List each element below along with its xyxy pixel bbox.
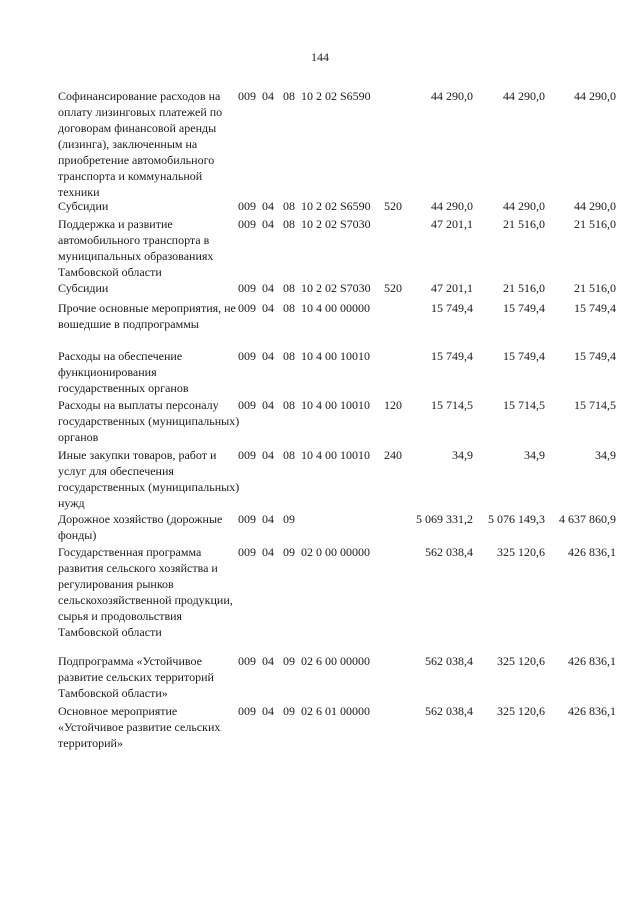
amount-col-1: 562 038,4: [425, 654, 473, 668]
amount-col-1: 47 201,1: [431, 281, 473, 295]
grbs-code: 009: [238, 545, 256, 559]
grbs-code: 009: [238, 654, 256, 668]
target-code: 10 4 00 10010: [301, 448, 370, 462]
item-name: Расходы на выплаты персоналу государственных (муниципальных) органов: [58, 398, 240, 444]
target-code: 10 2 02 S6590: [301, 89, 371, 103]
item-name: Прочие основные мероприятия, не вошедшие в подпрограммы: [58, 301, 236, 331]
subsection-code: 08: [283, 349, 295, 363]
amount-col-1: 34,9: [452, 448, 473, 462]
grbs-code: 009: [238, 199, 256, 213]
subsection-code: 08: [283, 281, 295, 295]
amount-col-3: 44 290,0: [574, 199, 616, 213]
subsection-code: 09: [283, 512, 295, 526]
section-code: 04: [262, 545, 274, 559]
amount-col-3: 426 836,1: [568, 654, 616, 668]
section-code: 04: [262, 448, 274, 462]
amount-col-2: 44 290,0: [503, 89, 545, 103]
amount-col-3: 4 637 860,9: [559, 512, 616, 526]
grbs-code: 009: [238, 704, 256, 718]
subsection-code: 08: [283, 89, 295, 103]
expense-type-code: 520: [384, 199, 402, 213]
target-code: 02 6 00 00000: [301, 654, 370, 668]
target-code: 02 0 00 00000: [301, 545, 370, 559]
section-code: 04: [262, 89, 274, 103]
amount-col-3: 44 290,0: [574, 89, 616, 103]
amount-col-3: 34,9: [595, 448, 616, 462]
amount-col-3: 21 516,0: [574, 281, 616, 295]
grbs-code: 009: [238, 349, 256, 363]
amount-col-1: 44 290,0: [431, 89, 473, 103]
amount-col-2: 15 714,5: [503, 398, 545, 412]
grbs-code: 009: [238, 448, 256, 462]
subsection-code: 08: [283, 199, 295, 213]
item-name: Поддержка и развитие автомобильного транспорта в муниципальных образованиях Тамбовской области: [58, 217, 214, 279]
section-code: 04: [262, 398, 274, 412]
item-name: Субсидии: [58, 281, 109, 295]
subsection-code: 08: [283, 448, 295, 462]
item-name: Расходы на обеспечение функционирования государственных органов: [58, 349, 189, 395]
target-code: 10 4 00 00000: [301, 301, 370, 315]
section-code: 04: [262, 281, 274, 295]
amount-col-1: 15 714,5: [431, 398, 473, 412]
grbs-code: 009: [238, 217, 256, 231]
section-code: 04: [262, 349, 274, 363]
subsection-code: 09: [283, 545, 295, 559]
amount-col-3: 15 749,4: [574, 301, 616, 315]
item-name: Софинансирование расходов на оплату лизинговых платежей по договорам финансовой аренды (лизинга), заключенным на приобретение автомобильного транспорта и коммунальной техники: [58, 89, 223, 199]
amount-col-3: 15 749,4: [574, 349, 616, 363]
item-name: Подпрограмма «Устойчивое развитие сельских территорий Тамбовской области»: [58, 654, 214, 700]
amount-col-3: 21 516,0: [574, 217, 616, 231]
grbs-code: 009: [238, 398, 256, 412]
section-code: 04: [262, 704, 274, 718]
target-code: 02 6 01 00000: [301, 704, 370, 718]
amount-col-2: 21 516,0: [503, 217, 545, 231]
target-code: 10 2 02 S7030: [301, 281, 371, 295]
item-name: Иные закупки товаров, работ и услуг для обеспечения государственных (муниципальных) нужд: [58, 448, 240, 510]
section-code: 04: [262, 199, 274, 213]
amount-col-1: 44 290,0: [431, 199, 473, 213]
subsection-code: 09: [283, 704, 295, 718]
item-name: Дорожное хозяйство (дорожные фонды): [58, 512, 223, 542]
amount-col-1: 562 038,4: [425, 545, 473, 559]
amount-col-2: 21 516,0: [503, 281, 545, 295]
grbs-code: 009: [238, 512, 256, 526]
amount-col-3: 426 836,1: [568, 545, 616, 559]
amount-col-1: 5 069 331,2: [416, 512, 473, 526]
expense-type-code: 520: [384, 281, 402, 295]
subsection-code: 09: [283, 654, 295, 668]
subsection-code: 08: [283, 217, 295, 231]
amount-col-1: 47 201,1: [431, 217, 473, 231]
subsection-code: 08: [283, 301, 295, 315]
amount-col-2: 44 290,0: [503, 199, 545, 213]
amount-col-2: 15 749,4: [503, 349, 545, 363]
amount-col-2: 325 120,6: [497, 654, 545, 668]
amount-col-1: 562 038,4: [425, 704, 473, 718]
amount-col-1: 15 749,4: [431, 349, 473, 363]
target-code: 10 2 02 S6590: [301, 199, 371, 213]
page-number: 144: [311, 50, 329, 64]
grbs-code: 009: [238, 89, 256, 103]
amount-col-3: 15 714,5: [574, 398, 616, 412]
amount-col-2: 34,9: [524, 448, 545, 462]
target-code: 10 4 00 10010: [301, 349, 370, 363]
expense-type-code: 120: [384, 398, 402, 412]
amount-col-2: 15 749,4: [503, 301, 545, 315]
item-name: Основное мероприятие «Устойчивое развитие сельских территорий»: [58, 704, 221, 750]
section-code: 04: [262, 301, 274, 315]
amount-col-3: 426 836,1: [568, 704, 616, 718]
amount-col-2: 325 120,6: [497, 545, 545, 559]
item-name: Субсидии: [58, 199, 109, 213]
section-code: 04: [262, 217, 274, 231]
item-name: Государственная программа развития сельского хозяйства и регулирования рынков сельскохозяйственной продукции, сырья и продовольствия Тамбовской области: [58, 545, 233, 639]
target-code: 10 4 00 10010: [301, 398, 370, 412]
amount-col-2: 5 076 149,3: [488, 512, 545, 526]
amount-col-2: 325 120,6: [497, 704, 545, 718]
expense-type-code: 240: [384, 448, 402, 462]
grbs-code: 009: [238, 301, 256, 315]
grbs-code: 009: [238, 281, 256, 295]
section-code: 04: [262, 654, 274, 668]
subsection-code: 08: [283, 398, 295, 412]
section-code: 04: [262, 512, 274, 526]
amount-col-1: 15 749,4: [431, 301, 473, 315]
target-code: 10 2 02 S7030: [301, 217, 371, 231]
